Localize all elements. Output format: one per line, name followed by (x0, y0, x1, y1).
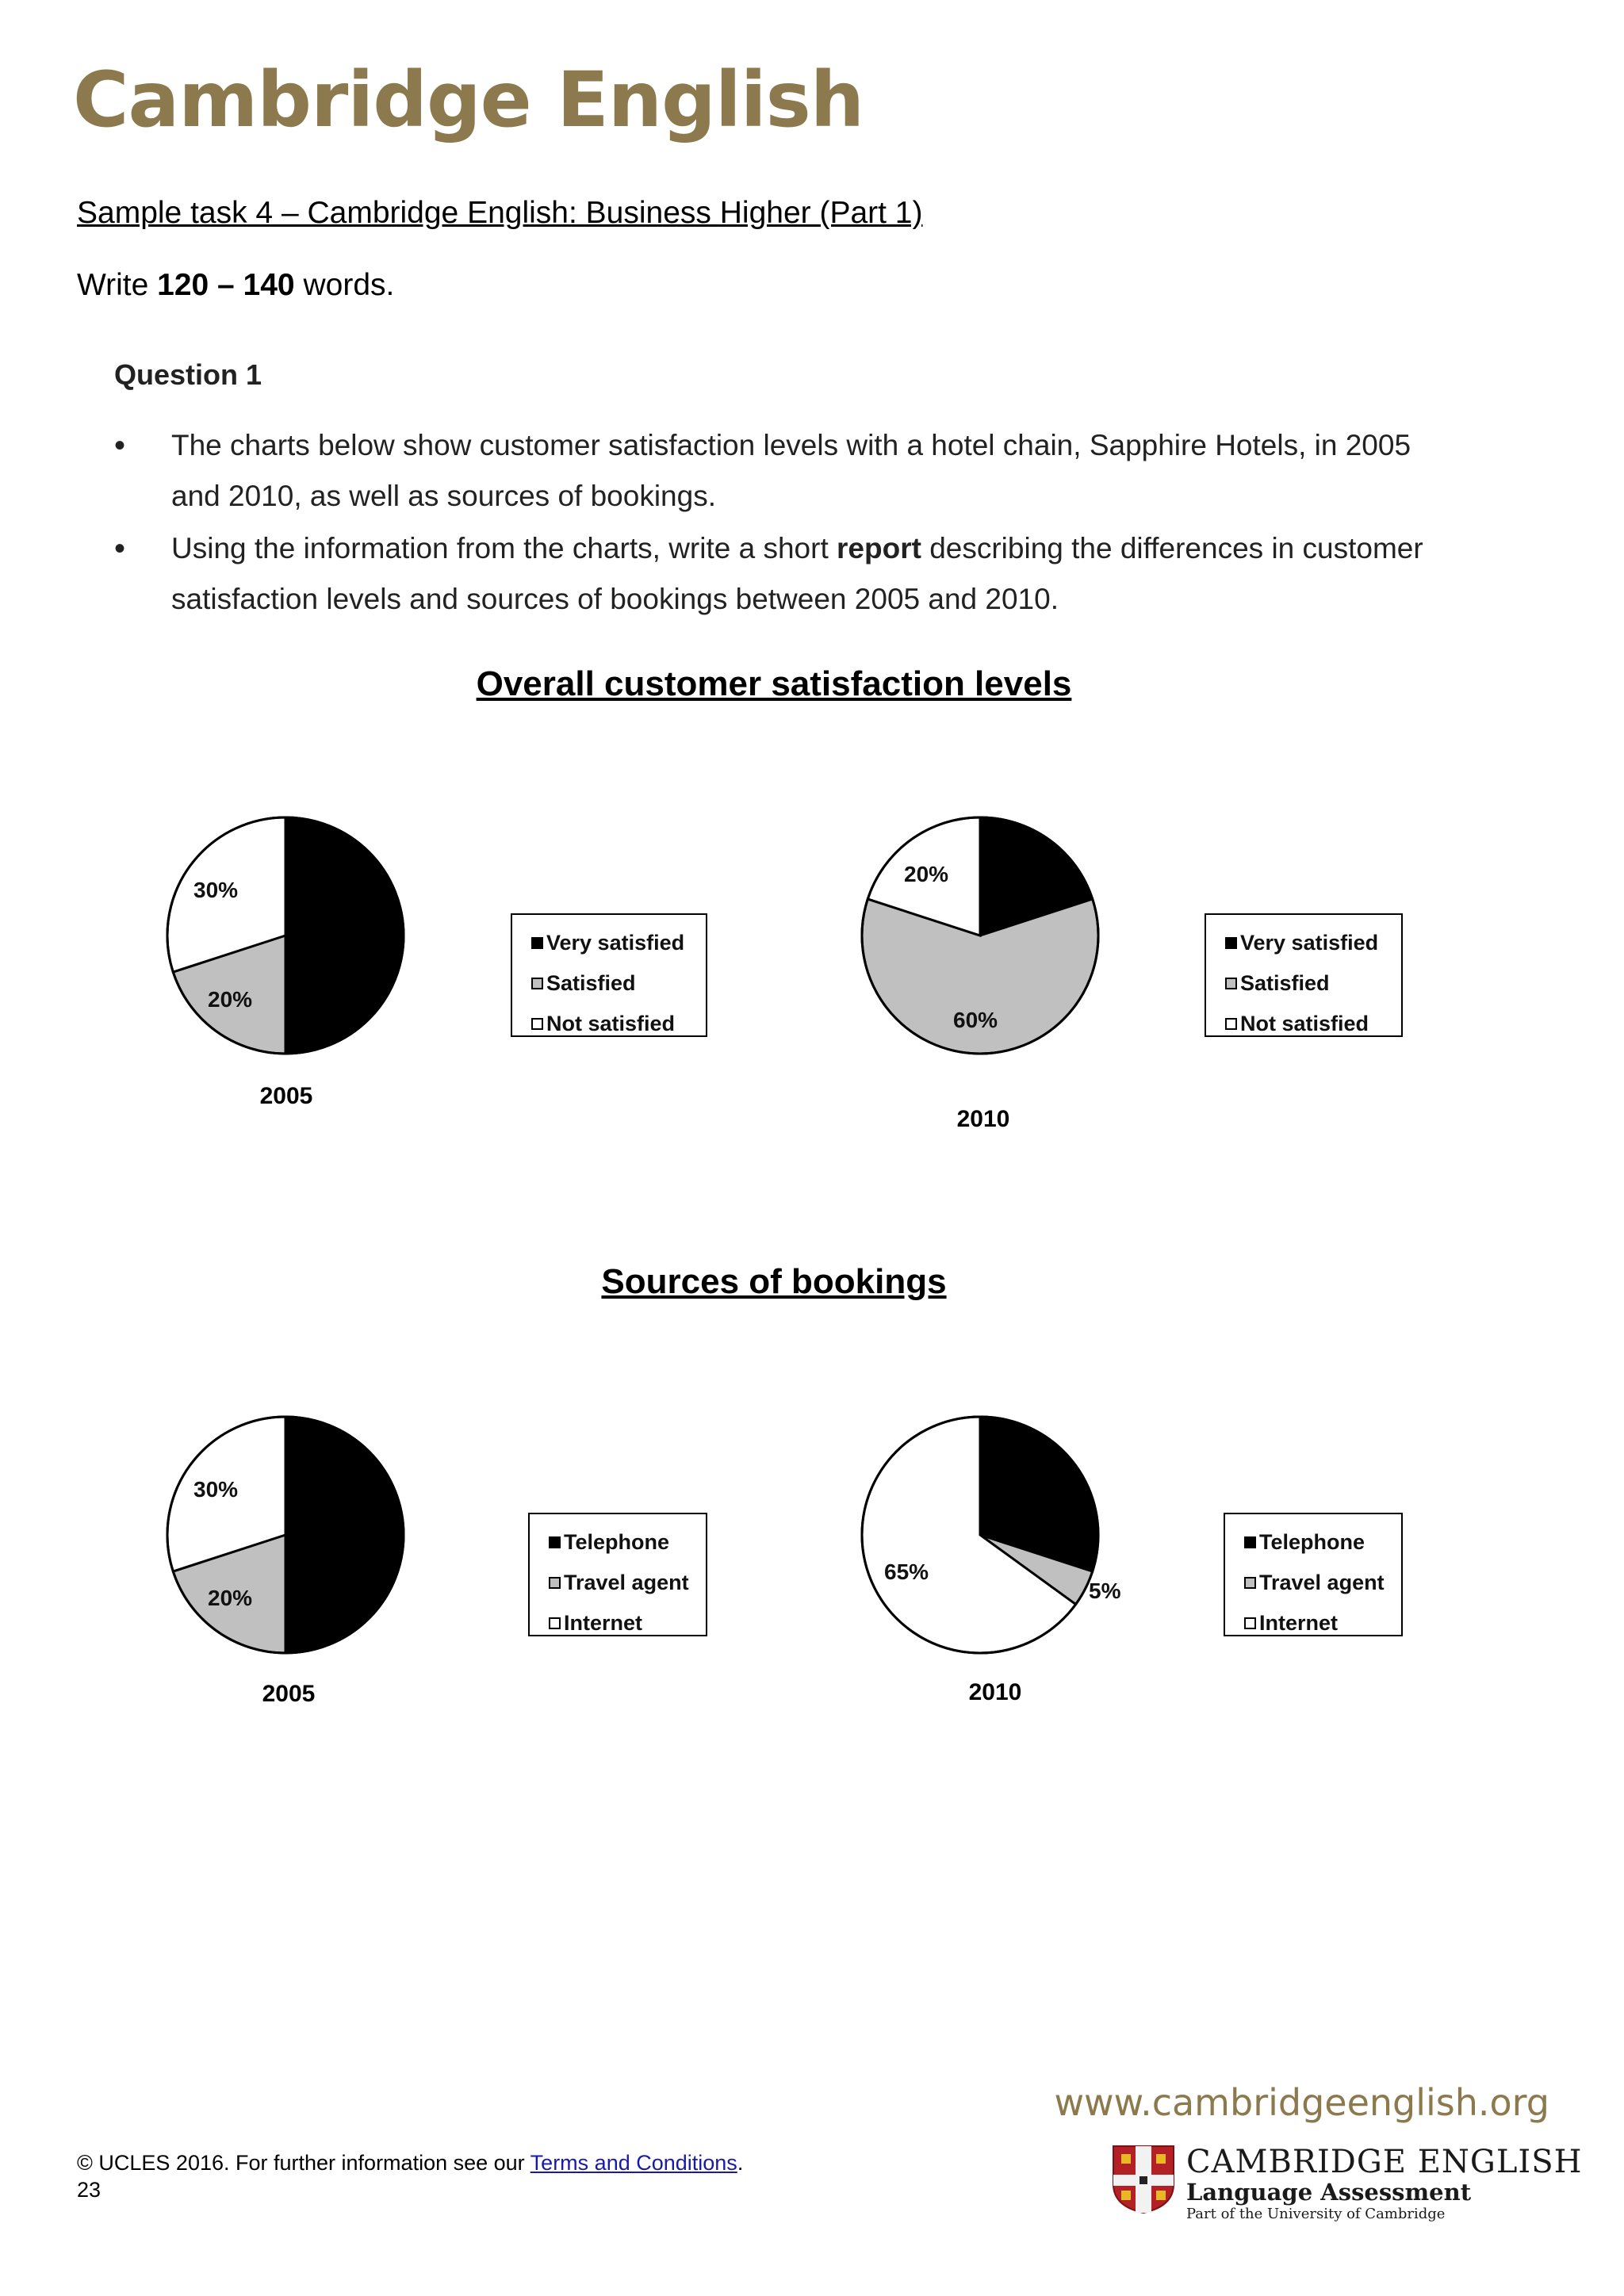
legend-label: Internet (1259, 1611, 1339, 1635)
legend-item (549, 1603, 706, 1644)
legend-swatch-grey (1225, 978, 1237, 989)
legend-swatch-grey (531, 978, 543, 989)
legend-label: Very satisfied (546, 931, 685, 955)
brand-title: Cambridge English (73, 55, 864, 144)
satisfaction-section-title: Overall customer satisfaction levels (476, 664, 1072, 703)
terms-and-conditions-link[interactable]: Terms and Conditions (530, 2151, 737, 2175)
pie-chart-satisfaction-2005 (167, 817, 404, 1054)
legend-label: Travel agent (564, 1571, 689, 1594)
year-label-bookings-2005: 2005 (262, 1681, 316, 1707)
year-label-satisfaction-2005: 2005 (259, 1083, 313, 1109)
legend-label: Satisfied (1240, 971, 1330, 995)
logo-small-text: Part of the University of Cambridge (1186, 2206, 1446, 2222)
legend-item (1225, 963, 1401, 1004)
instruction-keyword: report (837, 532, 921, 564)
logo-main-text: CAMBRIDGE ENGLISH (1186, 2144, 1583, 2180)
pie-label-satisfied-2005: 20% (208, 987, 253, 1012)
legend-label: Not satisfied (546, 1012, 676, 1035)
legend-item (1225, 1004, 1401, 1044)
pie-label-travel-agent-2010: 5% (1089, 1578, 1121, 1603)
legend-item (1244, 1603, 1401, 1644)
legend-item (531, 923, 706, 963)
legend-swatch-grey (549, 1577, 561, 1589)
copyright-notice (77, 2151, 743, 2175)
legend-label: Very satisfied (1240, 931, 1379, 955)
year-label-satisfaction-2010: 2010 (956, 1106, 1010, 1132)
instruction-text-before: Using the information from the charts, write a short (171, 532, 837, 564)
pie-slice-telephone (285, 1417, 404, 1653)
logo-sub-text: Language Assessment (1186, 2179, 1472, 2206)
bookings-section-title: Sources of bookings (601, 1262, 947, 1301)
legend-swatch-black (1244, 1536, 1256, 1548)
legend-label: Satisfied (546, 971, 636, 995)
question-label: Question 1 (114, 358, 262, 391)
pie-label-not-satisfied-2010: 20% (904, 862, 949, 886)
write-suffix: words. (294, 268, 395, 302)
legend-swatch-black (531, 937, 543, 949)
website-url: www.cambridgeenglish.org (1054, 2081, 1549, 2124)
pie-label-internet-2005: 30% (193, 1477, 239, 1502)
legend-label: Not satisfied (1240, 1012, 1369, 1035)
instruction-text-after: describing the differences in customer satisfaction levels and sources of bookings between 2005 and 2010. (171, 532, 1423, 615)
pie-slice-very-satisfied (285, 817, 404, 1054)
bullet-icon: • (114, 428, 126, 463)
legend-item (531, 1004, 706, 1044)
bullet-icon: • (114, 531, 126, 566)
write-prefix: Write (77, 268, 158, 302)
legend-swatch-grey (1244, 1577, 1256, 1589)
legend-satisfaction-2005 (511, 913, 707, 1037)
page-number: 23 (77, 2178, 102, 2202)
legend-item (549, 1522, 706, 1563)
instruction-text: The charts below show customer satisfaction levels with a hotel chain, Sapphire Hotels, in 2005 and 2010, as well as sources of bookings. (171, 429, 1411, 512)
legend-swatch-black (1225, 937, 1237, 949)
legend-swatch-white (1225, 1018, 1237, 1030)
legend-label: Telephone (564, 1530, 670, 1554)
legend-item (1244, 1563, 1401, 1603)
legend-bookings-2005 (528, 1513, 707, 1636)
legend-item (1244, 1522, 1401, 1563)
pie-label-not-satisfied-2005: 30% (193, 878, 239, 902)
legend-item (1225, 923, 1401, 963)
pie-label-internet-2010: 65% (884, 1559, 929, 1584)
legend-item (531, 963, 706, 1004)
legend-satisfaction-2010 (1205, 913, 1403, 1037)
pie-chart-bookings-2005 (167, 1417, 404, 1653)
legend-swatch-white (1244, 1617, 1256, 1629)
legend-swatch-white (549, 1617, 561, 1629)
copyright-text: © UCLES 2016. For further information see our (77, 2151, 530, 2175)
pie-chart-bookings-2010 (862, 1417, 1098, 1653)
pie-label-satisfied-2010: 60% (953, 1008, 998, 1032)
word-range: 120 – 140 (157, 268, 295, 302)
legend-swatch-black (549, 1536, 561, 1548)
task-title: Sample task 4 – Cambridge English: Business Higher (Part 1) (77, 196, 923, 230)
university-crest-icon (1112, 2145, 1175, 2214)
legend-label: Telephone (1259, 1530, 1365, 1554)
legend-label: Travel agent (1259, 1571, 1385, 1594)
legend-item (549, 1563, 706, 1603)
copyright-end: . (737, 2151, 744, 2175)
pie-label-travel-agent-2005: 20% (208, 1586, 253, 1610)
cambridge-assessment-logo (1112, 2145, 1583, 2224)
legend-swatch-white (531, 1018, 543, 1030)
legend-label: Internet (564, 1611, 643, 1635)
year-label-bookings-2010: 2010 (968, 1679, 1022, 1705)
legend-bookings-2010 (1224, 1513, 1403, 1636)
